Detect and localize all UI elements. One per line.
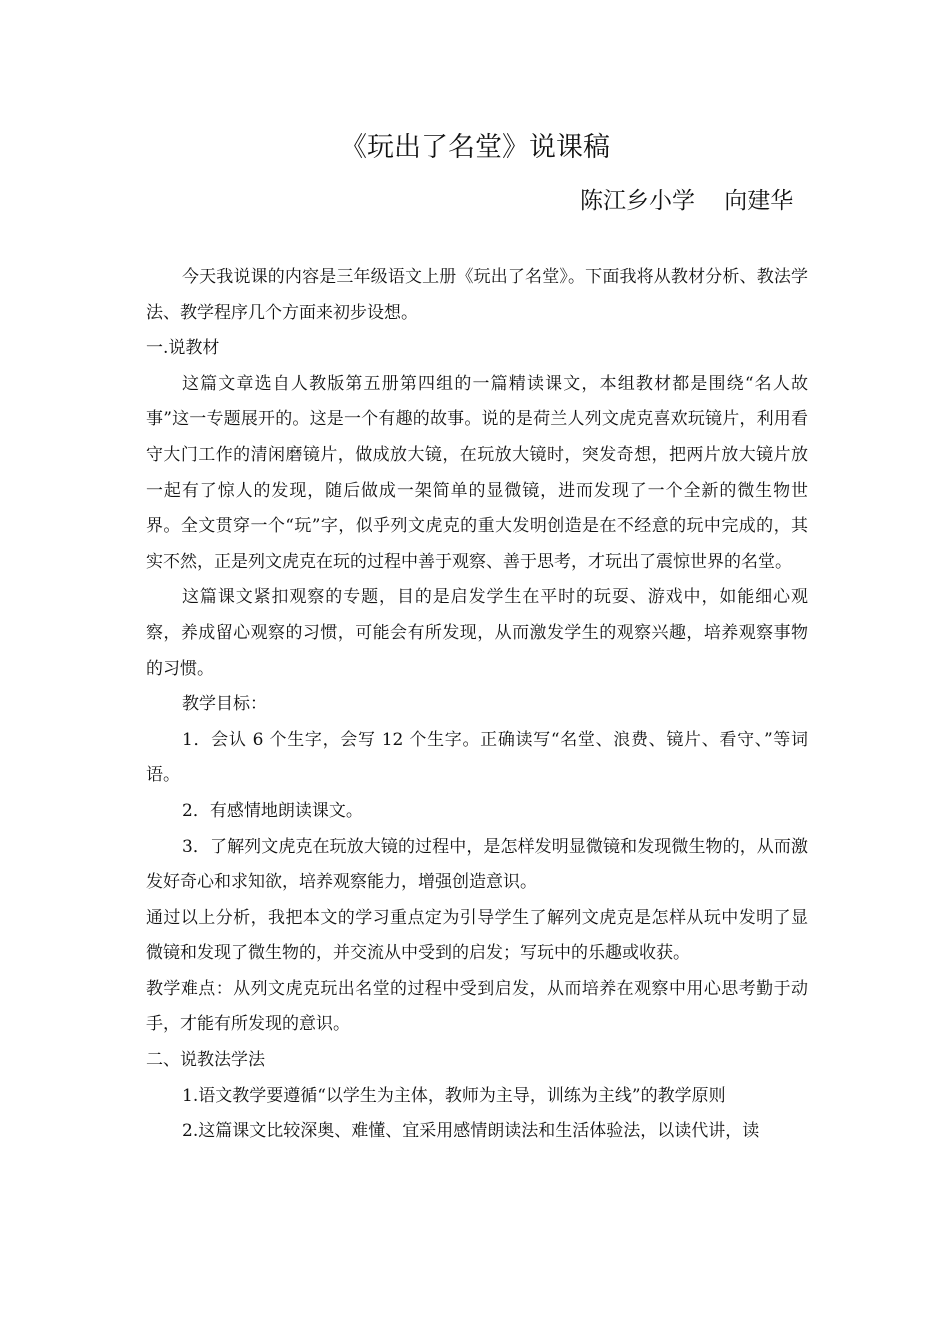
body-paragraph: 这篇文章选自人教版第五册第四组的一篇精读课文，本组教材都是围绕“名人故事”这一专题展开的。这是一个有趣的故事。说的是荷兰人列文虎克喜欢玩镜片，利用看守大门工作的清闲磨镜片，做成放大镜，在玩放大镜时，突发奇想，把两片放大镜片放一起有了惊人的发现，随后做成一架简单的显微镜，进而发现了一个全新的微生物世界。全文贯穿一个“玩”字，似乎列文虎克的重大发明创造是在不经意的玩中完成的，其实不然，正是列文虎克在玩的过程中善于观察、善于思考，才玩出了震惊世界的名堂。 xyxy=(146,373,808,572)
objective-item: 3．了解列文虎克在玩放大镜的过程中，是怎样发明显微镜和发现微生物的，从而激发好奇心和求知欲，培养观察能力，增强创造意识。 xyxy=(146,836,808,893)
method-item: 1.语文教学要遵循“以学生为主体，教师为主导，训练为主线”的教学原则 xyxy=(182,1085,726,1106)
method-item: 2.这篇课文比较深奥、难懂、宜采用感情朗读法和生活体验法，以读代讲，读 xyxy=(182,1121,760,1142)
section-heading-methods: 二、说教法学法 xyxy=(146,1050,265,1071)
intro-paragraph: 今天我说课的内容是三年级语文上册《玩出了名堂》。下面我将从教材分析、教法学法、教学程序几个方面来初步设想。 xyxy=(146,267,808,323)
objective-item: 1．会认 6 个生字，会写 12 个生字。正确读写“名堂、浪费、镜片、看守、”等词语。 xyxy=(146,729,808,786)
author-line: 陈江乡小学 向建华 xyxy=(580,188,794,214)
document-title: 《玩出了名堂》说课稿 xyxy=(340,132,610,163)
document-body xyxy=(146,260,808,1150)
objectives-heading: 教学目标： xyxy=(182,694,267,715)
key-point-paragraph: 通过以上分析，我把本文的学习重点定为引导学生了解列文虎克是怎样从玩中发明了显微镜和发现了微生物的，并交流从中受到的启发；写玩中的乐趣或收获。 xyxy=(146,907,808,964)
difficulty-paragraph: 教学难点：从列文虎克玩出名堂的过程中受到启发，从而培养在观察中用心思考勤于动手，才能有所发现的意识。 xyxy=(146,978,808,1035)
objective-item: 2．有感情地朗读课文。 xyxy=(182,800,363,821)
body-paragraph: 这篇课文紧扣观察的专题，目的是启发学生在平时的玩耍、游戏中，如能细心观察，养成留心观察的习惯，可能会有所发现，从而激发学生的观察兴趣，培养观察事物的习惯。 xyxy=(146,587,808,679)
section-heading-textbook: 一.说教材 xyxy=(146,338,220,359)
